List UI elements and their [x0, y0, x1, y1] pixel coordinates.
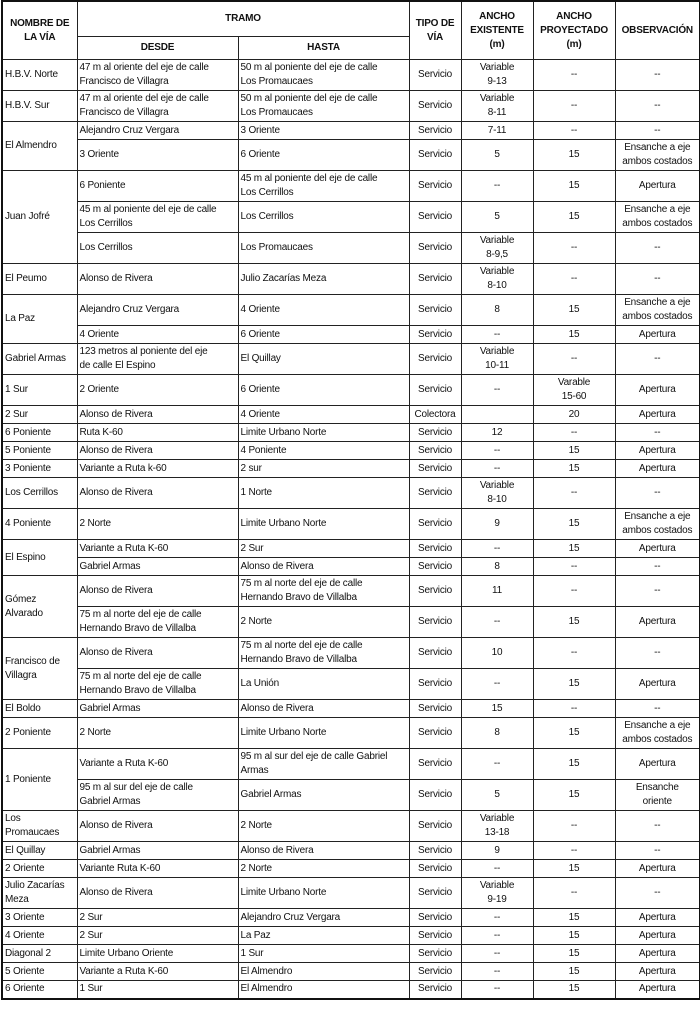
hasta-cell: 1 Norte: [238, 478, 409, 509]
hasta-cell: Los Promaucaes: [238, 233, 409, 264]
table-row: [2, 91, 700, 122]
ancho-existente-cell: 11: [461, 576, 533, 607]
tipo-via-cell: Servicio: [409, 478, 461, 509]
ancho-proyectado-cell: --: [533, 558, 615, 576]
tipo-via-cell: Servicio: [409, 558, 461, 576]
street-name-cell: Juan Jofré: [2, 171, 77, 264]
table-row: [2, 460, 700, 478]
ancho-existente-cell: --: [461, 460, 533, 478]
ancho-existente-cell: --: [461, 442, 533, 460]
desde-cell: 47 m al oriente del eje de calle Francisco de Villagra: [77, 60, 238, 91]
hasta-cell: Limite Urbano Norte: [238, 878, 409, 909]
table-row: [2, 878, 700, 909]
observacion-cell: Apertura: [615, 442, 700, 460]
street-name-cell: Gabriel Armas: [2, 344, 77, 375]
tipo-via-cell: Servicio: [409, 540, 461, 558]
ancho-proyectado-cell: Varable 15-60: [533, 375, 615, 406]
desde-cell: 2 Oriente: [77, 375, 238, 406]
desde-cell: Variante a Ruta K-60: [77, 540, 238, 558]
desde-cell: 3 Oriente: [77, 140, 238, 171]
desde-cell: 95 m al sur del eje de calle Gabriel Armas: [77, 780, 238, 811]
observacion-cell: Ensanche a eje ambos costados: [615, 202, 700, 233]
ancho-proyectado-cell: --: [533, 700, 615, 718]
desde-cell: Alejandro Cruz Vergara: [77, 295, 238, 326]
ancho-existente-cell: 8: [461, 558, 533, 576]
hasta-cell: 95 m al sur del eje de calle Gabriel Armas: [238, 749, 409, 780]
hasta-cell: Gabriel Armas: [238, 780, 409, 811]
observacion-cell: Ensanche a eje ambos costados: [615, 140, 700, 171]
observacion-cell: --: [615, 700, 700, 718]
observacion-cell: --: [615, 638, 700, 669]
street-name-cell: Francisco de Villagra: [2, 638, 77, 700]
table-row: [2, 344, 700, 375]
hasta-cell: Alonso de Rivera: [238, 700, 409, 718]
tipo-via-cell: Servicio: [409, 344, 461, 375]
ancho-proyectado-cell: 15: [533, 202, 615, 233]
observacion-cell: Apertura: [615, 981, 700, 999]
desde-cell: 75 m al norte del eje de calle Hernando Bravo de Villalba: [77, 607, 238, 638]
tipo-via-cell: Servicio: [409, 264, 461, 295]
ancho-existente-cell: 8: [461, 718, 533, 749]
header-tipo: TIPO DE VÍA: [409, 1, 461, 60]
observacion-cell: --: [615, 60, 700, 91]
desde-cell: Limite Urbano Oriente: [77, 945, 238, 963]
table-row: [2, 233, 700, 264]
ancho-existente-cell: 10: [461, 638, 533, 669]
hasta-cell: Julio Zacarías Meza: [238, 264, 409, 295]
tipo-via-cell: Servicio: [409, 171, 461, 202]
ancho-existente-cell: 5: [461, 140, 533, 171]
ancho-existente-cell: Variable 9-19: [461, 878, 533, 909]
hasta-cell: 4 Oriente: [238, 406, 409, 424]
hasta-cell: La Paz: [238, 927, 409, 945]
table-row: [2, 295, 700, 326]
desde-cell: Los Cerrillos: [77, 233, 238, 264]
table-row: [2, 202, 700, 233]
desde-cell: Variante a Ruta K-60: [77, 963, 238, 981]
street-name-cell: 3 Poniente: [2, 460, 77, 478]
table-row: [2, 140, 700, 171]
desde-cell: 1 Sur: [77, 981, 238, 999]
ancho-existente-cell: --: [461, 909, 533, 927]
desde-cell: 4 Oriente: [77, 326, 238, 344]
street-name-cell: El Boldo: [2, 700, 77, 718]
table-row: [2, 842, 700, 860]
street-name-cell: El Quillay: [2, 842, 77, 860]
ancho-proyectado-cell: 20: [533, 406, 615, 424]
tipo-via-cell: Servicio: [409, 576, 461, 607]
observacion-cell: Ensanche oriente: [615, 780, 700, 811]
street-name-cell: 6 Oriente: [2, 981, 77, 999]
observacion-cell: --: [615, 558, 700, 576]
table-row: [2, 171, 700, 202]
hasta-cell: 75 m al norte del eje de calle Hernando Bravo de Villalba: [238, 638, 409, 669]
table-row: [2, 478, 700, 509]
ancho-proyectado-cell: --: [533, 576, 615, 607]
tipo-via-cell: Servicio: [409, 963, 461, 981]
hasta-cell: 50 m al poniente del eje de calle Los Promaucaes: [238, 91, 409, 122]
ancho-existente-cell: --: [461, 607, 533, 638]
desde-cell: Alejandro Cruz Vergara: [77, 122, 238, 140]
street-name-cell: 2 Oriente: [2, 860, 77, 878]
ancho-existente-cell: 15: [461, 700, 533, 718]
table-row: [2, 963, 700, 981]
table-row: [2, 60, 700, 91]
street-name-cell: Los Cerrillos: [2, 478, 77, 509]
tipo-via-cell: Servicio: [409, 607, 461, 638]
desde-cell: Gabriel Armas: [77, 700, 238, 718]
desde-cell: 2 Sur: [77, 927, 238, 945]
table-row: [2, 927, 700, 945]
observacion-cell: Apertura: [615, 749, 700, 780]
ancho-existente-cell: 9: [461, 842, 533, 860]
header-ancho-existente: ANCHO EXISTENTE (m): [461, 1, 533, 60]
observacion-cell: --: [615, 811, 700, 842]
ancho-proyectado-cell: 15: [533, 607, 615, 638]
ancho-proyectado-cell: --: [533, 878, 615, 909]
street-name-cell: Julio Zacarías Meza: [2, 878, 77, 909]
ancho-existente-cell: 7-11: [461, 122, 533, 140]
street-name-cell: Gómez Alvarado: [2, 576, 77, 638]
street-name-cell: 5 Oriente: [2, 963, 77, 981]
hasta-cell: 6 Oriente: [238, 140, 409, 171]
table-row: [2, 122, 700, 140]
street-name-cell: 1 Sur: [2, 375, 77, 406]
desde-cell: 45 m al poniente del eje de calle Los Cerrillos: [77, 202, 238, 233]
tipo-via-cell: Servicio: [409, 927, 461, 945]
ancho-existente-cell: Variable 8-10: [461, 264, 533, 295]
desde-cell: Alonso de Rivera: [77, 878, 238, 909]
hasta-cell: 4 Poniente: [238, 442, 409, 460]
hasta-cell: 2 Norte: [238, 860, 409, 878]
tipo-via-cell: Servicio: [409, 509, 461, 540]
table-row: [2, 326, 700, 344]
observacion-cell: --: [615, 91, 700, 122]
header-observacion: OBSERVACIÓN: [615, 1, 700, 60]
ancho-proyectado-cell: 15: [533, 669, 615, 700]
ancho-existente-cell: --: [461, 540, 533, 558]
ancho-proyectado-cell: 15: [533, 442, 615, 460]
desde-cell: 6 Poniente: [77, 171, 238, 202]
desde-cell: Alonso de Rivera: [77, 442, 238, 460]
street-widths-table: [1, 0, 700, 1000]
tipo-via-cell: Colectora: [409, 406, 461, 424]
table-row: [2, 509, 700, 540]
table-row: [2, 945, 700, 963]
tipo-via-cell: Servicio: [409, 860, 461, 878]
hasta-cell: 50 m al poniente del eje de calle Los Promaucaes: [238, 60, 409, 91]
hasta-cell: Alejandro Cruz Vergara: [238, 909, 409, 927]
observacion-cell: Apertura: [615, 860, 700, 878]
street-name-cell: El Espino: [2, 540, 77, 576]
table-row: [2, 540, 700, 558]
observacion-cell: Apertura: [615, 460, 700, 478]
observacion-cell: Apertura: [615, 945, 700, 963]
hasta-cell: 6 Oriente: [238, 375, 409, 406]
tipo-via-cell: Servicio: [409, 909, 461, 927]
hasta-cell: 75 m al norte del eje de calle Hernando Bravo de Villalba: [238, 576, 409, 607]
tipo-via-cell: Servicio: [409, 945, 461, 963]
hasta-cell: 3 Oriente: [238, 122, 409, 140]
ancho-proyectado-cell: --: [533, 60, 615, 91]
street-name-cell: El Peumo: [2, 264, 77, 295]
desde-cell: 47 m al oriente del eje de calle Francisco de Villagra: [77, 91, 238, 122]
desde-cell: Alonso de Rivera: [77, 406, 238, 424]
table-row: [2, 909, 700, 927]
street-name-cell: 2 Sur: [2, 406, 77, 424]
ancho-proyectado-cell: --: [533, 478, 615, 509]
ancho-proyectado-cell: --: [533, 811, 615, 842]
table-row: [2, 700, 700, 718]
hasta-cell: La Unión: [238, 669, 409, 700]
hasta-cell: 2 Norte: [238, 607, 409, 638]
ancho-existente-cell: --: [461, 927, 533, 945]
hasta-cell: Los Cerrillos: [238, 202, 409, 233]
tipo-via-cell: Servicio: [409, 780, 461, 811]
ancho-existente-cell: Variable 8-11: [461, 91, 533, 122]
table-row: [2, 669, 700, 700]
hasta-cell: Limite Urbano Norte: [238, 509, 409, 540]
tipo-via-cell: Servicio: [409, 326, 461, 344]
observacion-cell: --: [615, 344, 700, 375]
ancho-existente-cell: Variable 9-13: [461, 60, 533, 91]
ancho-proyectado-cell: 15: [533, 945, 615, 963]
ancho-existente-cell: --: [461, 171, 533, 202]
observacion-cell: Apertura: [615, 909, 700, 927]
tipo-via-cell: Servicio: [409, 842, 461, 860]
ancho-proyectado-cell: --: [533, 91, 615, 122]
ancho-existente-cell: [461, 406, 533, 424]
street-name-cell: 4 Poniente: [2, 509, 77, 540]
tipo-via-cell: Servicio: [409, 442, 461, 460]
observacion-cell: --: [615, 878, 700, 909]
header-tramo: TRAMO: [77, 1, 409, 37]
desde-cell: 123 metros al poniente del eje de calle El Espino: [77, 344, 238, 375]
ancho-existente-cell: --: [461, 860, 533, 878]
hasta-cell: 2 Norte: [238, 811, 409, 842]
hasta-cell: 4 Oriente: [238, 295, 409, 326]
tipo-via-cell: Servicio: [409, 202, 461, 233]
ancho-proyectado-cell: 15: [533, 326, 615, 344]
street-name-cell: 6 Poniente: [2, 424, 77, 442]
table-row: [2, 424, 700, 442]
tipo-via-cell: Servicio: [409, 140, 461, 171]
header-ancho-proyectado: ANCHO PROYECTADO (m): [533, 1, 615, 60]
hasta-cell: Alonso de Rivera: [238, 842, 409, 860]
table-row: [2, 780, 700, 811]
observacion-cell: Apertura: [615, 607, 700, 638]
hasta-cell: 45 m al poniente del eje de calle Los Cerrillos: [238, 171, 409, 202]
observacion-cell: --: [615, 233, 700, 264]
table-row: [2, 749, 700, 780]
table-row: [2, 406, 700, 424]
hasta-cell: El Almendro: [238, 963, 409, 981]
observacion-cell: Apertura: [615, 963, 700, 981]
table-row: [2, 576, 700, 607]
ancho-proyectado-cell: --: [533, 122, 615, 140]
street-name-cell: 4 Oriente: [2, 927, 77, 945]
ancho-existente-cell: 5: [461, 780, 533, 811]
desde-cell: Alonso de Rivera: [77, 478, 238, 509]
desde-cell: Alonso de Rivera: [77, 638, 238, 669]
ancho-proyectado-cell: 15: [533, 860, 615, 878]
street-name-cell: 1 Poniente: [2, 749, 77, 811]
tipo-via-cell: Servicio: [409, 460, 461, 478]
ancho-proyectado-cell: 15: [533, 460, 615, 478]
desde-cell: 2 Sur: [77, 909, 238, 927]
observacion-cell: Apertura: [615, 540, 700, 558]
street-name-cell: H.B.V. Sur: [2, 91, 77, 122]
ancho-proyectado-cell: 15: [533, 540, 615, 558]
ancho-existente-cell: --: [461, 669, 533, 700]
tipo-via-cell: Servicio: [409, 233, 461, 264]
desde-cell: Alonso de Rivera: [77, 811, 238, 842]
desde-cell: 75 m al norte del eje de calle Hernando Bravo de Villalba: [77, 669, 238, 700]
desde-cell: Gabriel Armas: [77, 842, 238, 860]
ancho-proyectado-cell: 15: [533, 749, 615, 780]
ancho-existente-cell: Variable 13-18: [461, 811, 533, 842]
ancho-proyectado-cell: 15: [533, 171, 615, 202]
table-row: [2, 811, 700, 842]
tipo-via-cell: Servicio: [409, 878, 461, 909]
hasta-cell: 6 Oriente: [238, 326, 409, 344]
header-desde: DESDE: [77, 37, 238, 60]
tipo-via-cell: Servicio: [409, 424, 461, 442]
street-name-cell: 5 Poniente: [2, 442, 77, 460]
tipo-via-cell: Servicio: [409, 60, 461, 91]
tipo-via-cell: Servicio: [409, 718, 461, 749]
observacion-cell: Apertura: [615, 171, 700, 202]
ancho-proyectado-cell: 15: [533, 140, 615, 171]
observacion-cell: Ensanche a eje ambos costados: [615, 295, 700, 326]
ancho-existente-cell: --: [461, 945, 533, 963]
hasta-cell: 1 Sur: [238, 945, 409, 963]
hasta-cell: 2 Sur: [238, 540, 409, 558]
tipo-via-cell: Servicio: [409, 811, 461, 842]
ancho-existente-cell: 9: [461, 509, 533, 540]
table-body: [2, 60, 700, 999]
hasta-cell: El Quillay: [238, 344, 409, 375]
observacion-cell: --: [615, 842, 700, 860]
observacion-cell: Ensanche a eje ambos costados: [615, 718, 700, 749]
ancho-existente-cell: --: [461, 981, 533, 999]
ancho-proyectado-cell: --: [533, 264, 615, 295]
observacion-cell: --: [615, 264, 700, 295]
ancho-existente-cell: 8: [461, 295, 533, 326]
ancho-existente-cell: --: [461, 963, 533, 981]
observacion-cell: Apertura: [615, 406, 700, 424]
table-row: [2, 558, 700, 576]
street-name-cell: 2 Poniente: [2, 718, 77, 749]
table-row: [2, 607, 700, 638]
ancho-existente-cell: Variable 8-10: [461, 478, 533, 509]
table-row: [2, 264, 700, 295]
table-row: [2, 638, 700, 669]
ancho-proyectado-cell: 15: [533, 927, 615, 945]
table-row: [2, 375, 700, 406]
desde-cell: Alonso de Rivera: [77, 264, 238, 295]
ancho-proyectado-cell: --: [533, 638, 615, 669]
hasta-cell: El Almendro: [238, 981, 409, 999]
ancho-proyectado-cell: 15: [533, 295, 615, 326]
ancho-proyectado-cell: 15: [533, 981, 615, 999]
tipo-via-cell: Servicio: [409, 669, 461, 700]
header-nombre: NOMBRE DE LA VÍA: [2, 1, 77, 60]
ancho-proyectado-cell: 15: [533, 509, 615, 540]
tipo-via-cell: Servicio: [409, 375, 461, 406]
observacion-cell: --: [615, 424, 700, 442]
observacion-cell: Apertura: [615, 375, 700, 406]
ancho-proyectado-cell: --: [533, 424, 615, 442]
ancho-proyectado-cell: 15: [533, 780, 615, 811]
observacion-cell: Ensanche a eje ambos costados: [615, 509, 700, 540]
desde-cell: Variante a Ruta K-60: [77, 749, 238, 780]
ancho-existente-cell: Variable 10-11: [461, 344, 533, 375]
observacion-cell: Apertura: [615, 927, 700, 945]
observacion-cell: Apertura: [615, 326, 700, 344]
desde-cell: Alonso de Rivera: [77, 576, 238, 607]
ancho-existente-cell: --: [461, 749, 533, 780]
tipo-via-cell: Servicio: [409, 700, 461, 718]
street-name-cell: Los Promaucaes: [2, 811, 77, 842]
desde-cell: Variante Ruta K-60: [77, 860, 238, 878]
observacion-cell: --: [615, 478, 700, 509]
hasta-cell: 2 sur: [238, 460, 409, 478]
desde-cell: 2 Norte: [77, 509, 238, 540]
ancho-proyectado-cell: --: [533, 842, 615, 860]
ancho-existente-cell: 5: [461, 202, 533, 233]
ancho-existente-cell: Variable 8-9,5: [461, 233, 533, 264]
street-name-cell: El Almendro: [2, 122, 77, 171]
tipo-via-cell: Servicio: [409, 638, 461, 669]
street-name-cell: 3 Oriente: [2, 909, 77, 927]
observacion-cell: Apertura: [615, 669, 700, 700]
observacion-cell: --: [615, 576, 700, 607]
tipo-via-cell: Servicio: [409, 295, 461, 326]
ancho-proyectado-cell: --: [533, 344, 615, 375]
desde-cell: Variante a Ruta k-60: [77, 460, 238, 478]
ancho-proyectado-cell: 15: [533, 718, 615, 749]
table-row: [2, 718, 700, 749]
desde-cell: Gabriel Armas: [77, 558, 238, 576]
hasta-cell: Limite Urbano Norte: [238, 718, 409, 749]
table-row: [2, 860, 700, 878]
street-name-cell: Diagonal 2: [2, 945, 77, 963]
hasta-cell: Alonso de Rivera: [238, 558, 409, 576]
ancho-existente-cell: --: [461, 375, 533, 406]
tipo-via-cell: Servicio: [409, 981, 461, 999]
table-row: [2, 981, 700, 999]
desde-cell: 2 Norte: [77, 718, 238, 749]
street-name-cell: H.B.V. Norte: [2, 60, 77, 91]
tipo-via-cell: Servicio: [409, 91, 461, 122]
hasta-cell: Limite Urbano Norte: [238, 424, 409, 442]
ancho-proyectado-cell: 15: [533, 909, 615, 927]
table-row: [2, 442, 700, 460]
street-name-cell: La Paz: [2, 295, 77, 344]
ancho-existente-cell: 12: [461, 424, 533, 442]
ancho-proyectado-cell: --: [533, 233, 615, 264]
tipo-via-cell: Servicio: [409, 749, 461, 780]
header-hasta: HASTA: [238, 37, 409, 60]
desde-cell: Ruta K-60: [77, 424, 238, 442]
observacion-cell: --: [615, 122, 700, 140]
tipo-via-cell: Servicio: [409, 122, 461, 140]
ancho-existente-cell: --: [461, 326, 533, 344]
ancho-proyectado-cell: 15: [533, 963, 615, 981]
